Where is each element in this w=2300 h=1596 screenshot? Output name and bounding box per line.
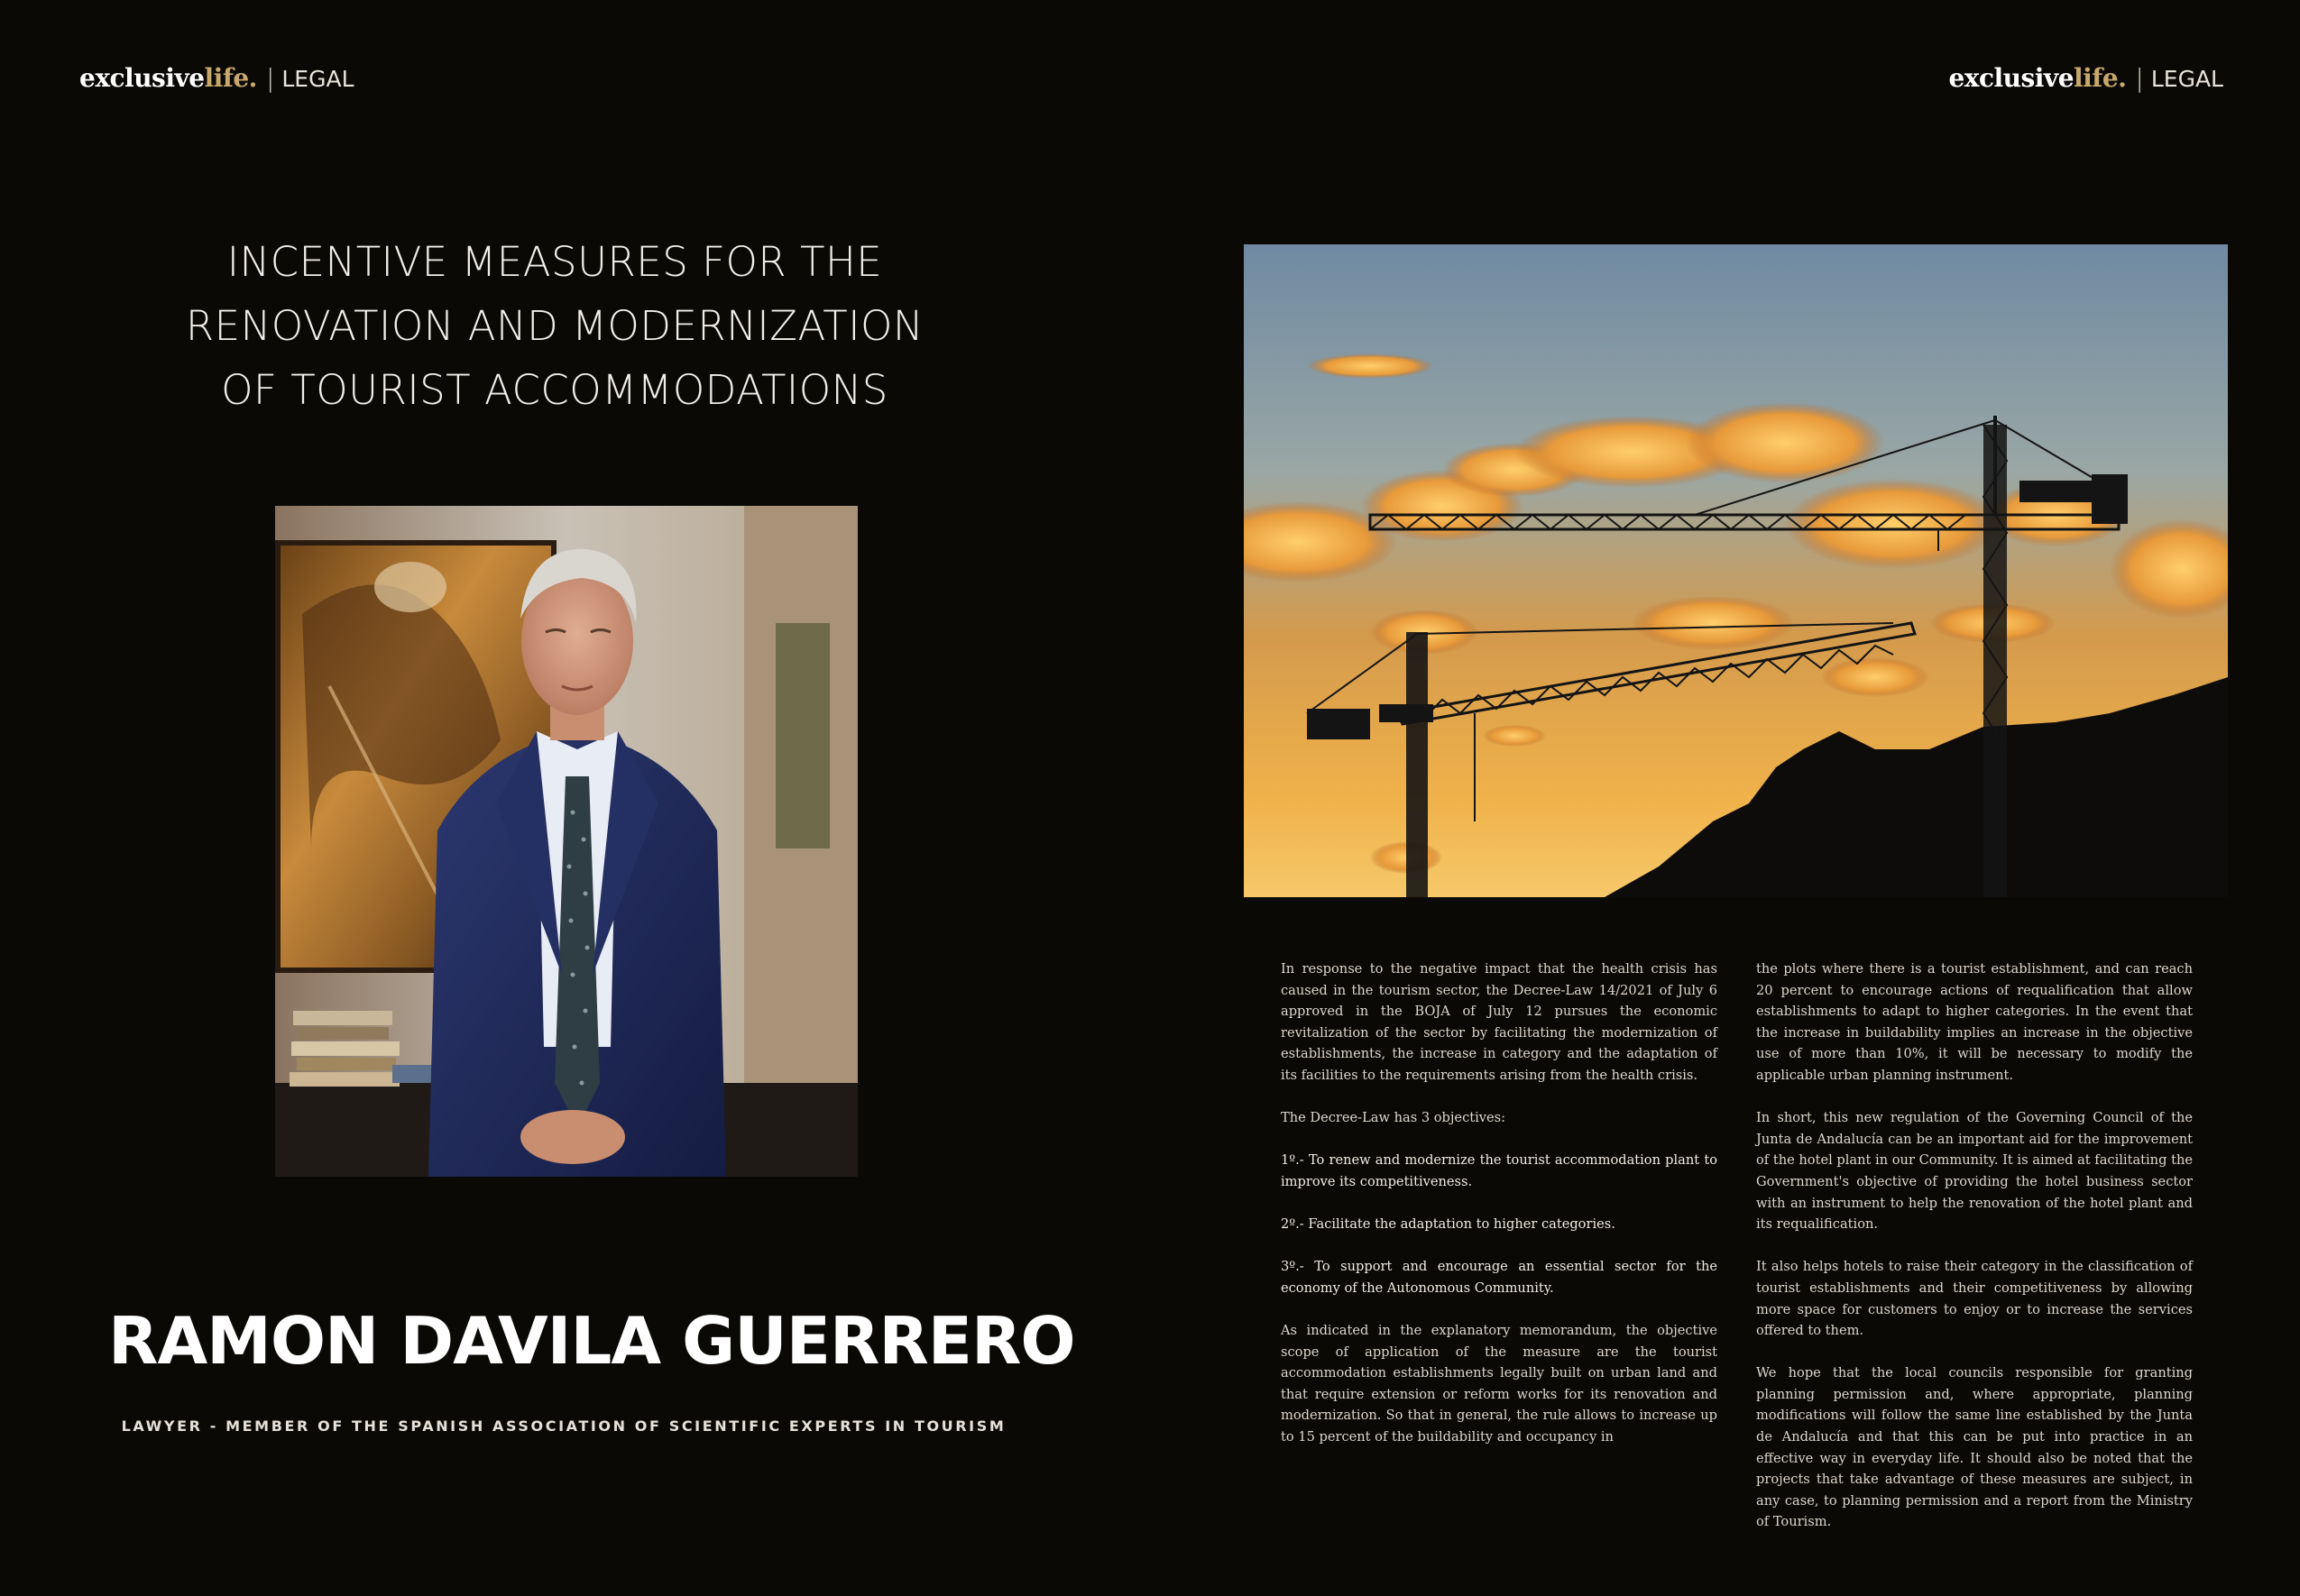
author-name: RAMON DAVILA GUERRERO (108, 1303, 1075, 1379)
author-role: LAWYER - MEMBER OF THE SPANISH ASSOCIATION OF SCIENTIFIC EXPERTS IN TOURISM (121, 1417, 1007, 1435)
article-title (135, 230, 974, 422)
brand-separator: | (2135, 63, 2144, 93)
brand-word-exclusive: exclusive (79, 63, 205, 93)
body-paragraph: the plots where there is a tourist establishment, and can reach 20 percent to encourage actions of requalification that allow establishments to adapt to higher categories. In the event that the increase in buildability implies an increase in the objective use of more than 10%, it will be necessary to modify the applicable urban planning instrument. (1756, 961, 2193, 1083)
objective-1: 1º.- To renew and modernize the tourist accommodation plant to improve its competitiveness. (1281, 1152, 1717, 1189)
body-paragraph: In response to the negative impact that the health crisis has caused in the tourism sector, the Decree-Law 14/2021 of July 6 approved in the BOJA of July 12 pursues the economic revitalization of the sector by facilitating the modernization of establishments, the increase in category and the adaptation of its facilities to the requirements arising from the health crisis. (1281, 961, 1717, 1083)
brand-word-life: life. (2074, 63, 2127, 93)
header-brand-right (1948, 63, 2223, 93)
body-paragraph: It also helps hotels to raise their category in the classification of tourist establishments and their competitiveness by allowing more space for customers to enjoy or to increase the services offered to them. (1756, 1259, 2193, 1339)
body-paragraph: In short, this new regulation of the Governing Council of the Junta de Andalucía can be an important aid for the improvement of the hotel plant in our Community. It is aimed at facilitating the Government's objective of providing the hotel business sector with an instrument to help the renovation of the hotel plant and its requalification. (1756, 1110, 2193, 1233)
brand-word-life: life. (204, 63, 257, 93)
title-line: INCENTIVE MEASURES FOR THE (226, 238, 883, 286)
cranes-sunset-photo (1244, 244, 2228, 897)
body-paragraph: The Decree-Law has 3 objectives: (1281, 1110, 1506, 1126)
objective-3: 3º.- To support and encourage an essential sector for the economy of the Autonomous Community. (1281, 1259, 1717, 1296)
title-line: OF TOURIST ACCOMMODATIONS (221, 366, 888, 414)
header-brand-left (79, 63, 354, 93)
section-label: LEGAL (2150, 66, 2223, 92)
body-paragraph: As indicated in the explanatory memorandum, the objective scope of application of the measure are the tourist accommodation establishments legally built on urban land and that require extension or reform works for its renovation and modernization. So that in general, the rule allows to increase up to 15 percent of the buildability and occupancy in (1281, 1323, 1717, 1445)
brand-word-exclusive: exclusive (1948, 63, 2075, 93)
objective-2: 2º.- Facilitate the adaptation to higher categories. (1281, 1216, 1615, 1233)
title-line: RENOVATION AND MODERNIZATION (185, 302, 925, 350)
author-portrait-photo (275, 506, 858, 1177)
body-paragraph: We hope that the local councils responsible for granting planning permission and, where appropriate, planning modifications will follow the same line established by the Junta de Andalucía and that this can be put into practice in an effective way in everyday life. It should also be noted that the projects that take advantage of these measures are subject, in any case, to planning permission and a report from the Ministry of Tourism. (1756, 1365, 2193, 1530)
body-column-left (1281, 959, 1717, 1469)
brand-separator: | (265, 63, 275, 93)
section-label: LEGAL (281, 66, 354, 92)
body-column-right (1756, 959, 2193, 1555)
